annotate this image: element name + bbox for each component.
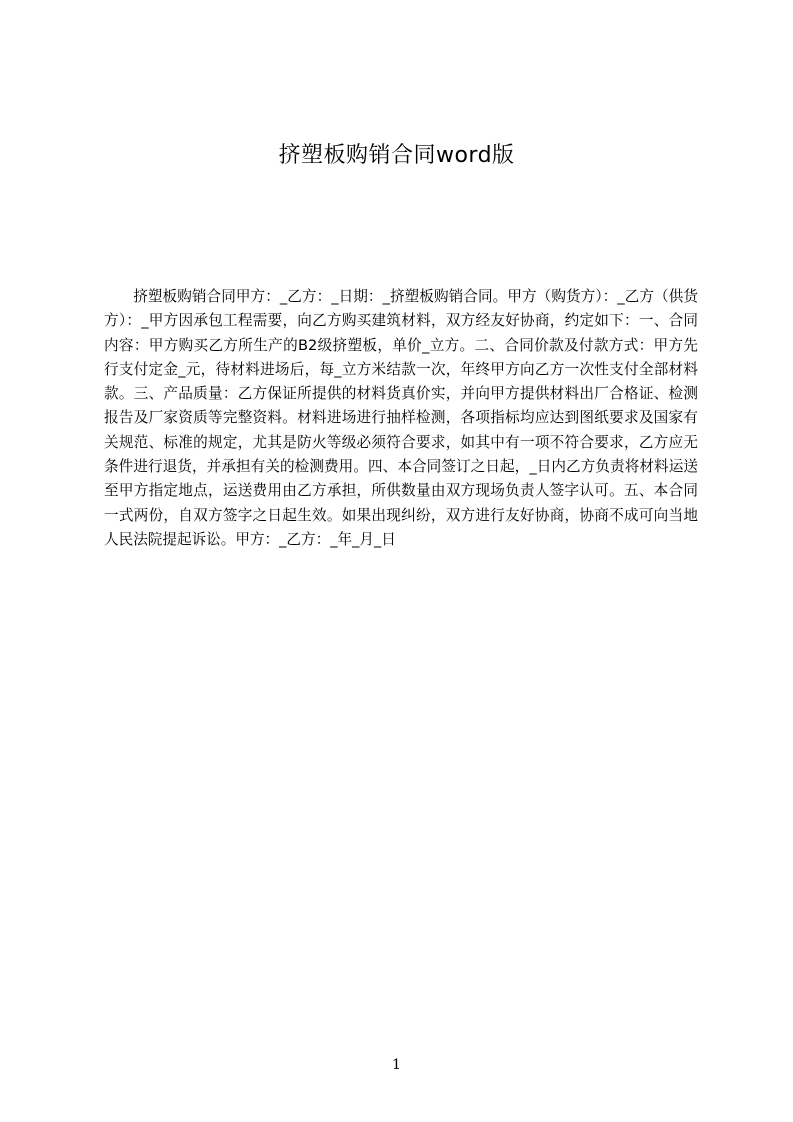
page-number: 1 bbox=[392, 1057, 401, 1073]
document-title: 挤塑板购销合同word版 bbox=[278, 143, 515, 168]
document-body-paragraph: 挤塑板购销合同甲方：_乙方：_日期：_挤塑板购销合同。甲方（购货方）：_乙方（供货方）：_甲方因承包工程需要，向乙方购买建筑材料，双方经友好协商，约定如下：一、合同内容：甲方购买乙方所生产的B2级挤塑板，单价_立方。二、合同价款及付款方式：甲方先行支付定金_元，待材料进场后，每_立方米结款一次，年终甲方向乙方一次性支付全部材料款。三、产品质量：乙方保证所提供的材料货真价实，并向甲方提供材料出厂合格证、检测报告及厂家资质等完整资料。材料进场进行抽样检测，各项指标均应达到图纸要求及国家有关规范、标准的规定，尤其是防火等级必须符合要求，如其中有一项不符合要求，乙方应无条件进行退货，并承担有关的检测费用。四、本合同签订之日起，_日内乙方负责将材料运送至甲方指定地点，运送费用由乙方承担，所供数量由双方现场负责人签字认可。五、本合同一式两份，自双方签字之日起生效。如果出现纠纷，双方进行友好协商，协商不成可向当地人民法院提起诉讼。甲方：_乙方：_年_月_日 bbox=[104, 288, 698, 548]
